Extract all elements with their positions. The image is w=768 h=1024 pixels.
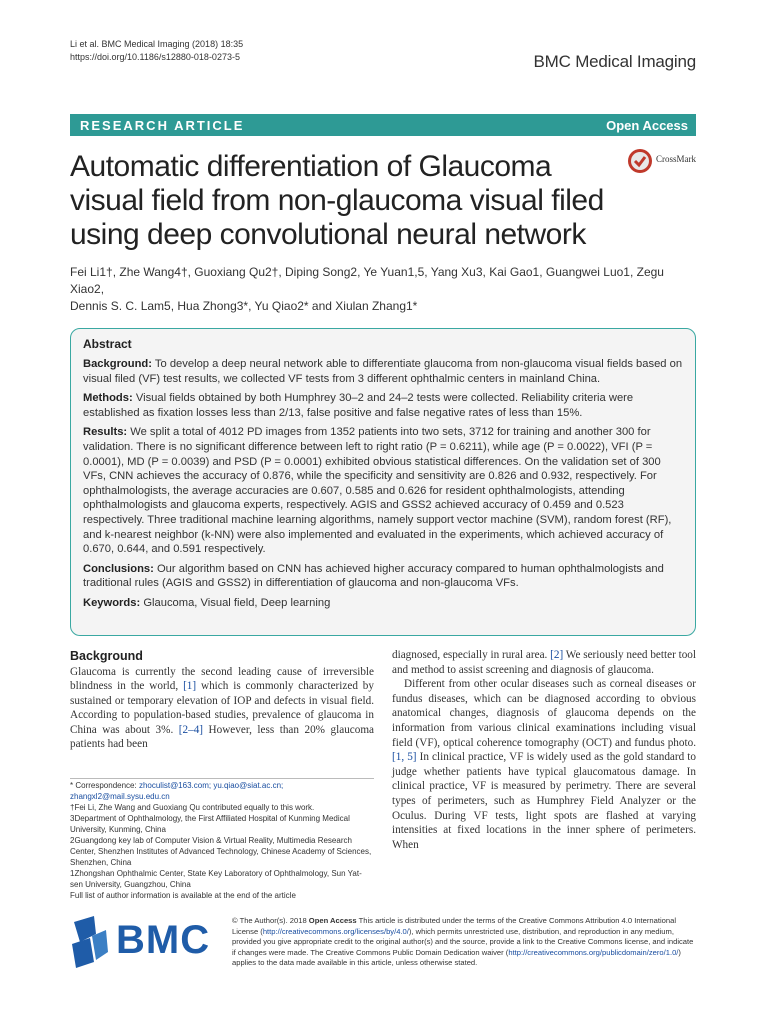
citation-header xyxy=(70,38,243,64)
citation-link[interactable]: [1] xyxy=(183,680,197,693)
affiliation-2: 2Guangdong key lab of Computer Vision & Virtual Reality, Multimedia Research Center, Shenzhen Institutes of Advanced Technology, Chinese Academy of Sciences, Shenzhen, China xyxy=(70,836,372,867)
journal-name: BMC Medical Imaging xyxy=(533,52,696,71)
crossmark-label: CrossMark xyxy=(656,154,696,164)
bmc-logo xyxy=(70,912,220,972)
license-statement: © The Author(s). 2018 Open Access This article is distributed under the terms of the Creative Commons Attribution 4.0 International License (http://creativecommons.org/licenses/by/4.0/), which permits unrestricted use, distribution, and reproduction in any medium, provided you give appropriate credit to the original author(s) and the source, provide a link to the Creative Commons license, and indicate if changes were made. The Creative Commons Public Domain Dedication waiver (http://creativecommons.org/publicdomain/zero/1.0/) applies to the data made available in this article, unless otherwise stated. xyxy=(232,916,694,968)
crossmark-icon xyxy=(627,148,653,174)
body-paragraph: Glaucoma is currently the second leading cause of irreversible blindness in the world, [1] which is commonly characterized by sustained or temporary elevation of IOP and defects in visual field. According to population-based studies, prevalence of glaucoma in China was about 3%. [2–4] However, less than 20% glaucoma patients had been xyxy=(70,665,375,751)
article-title: Automatic differentiation of Glaucoma visual field from non-glaucoma visual filed using deep convolutional neural network xyxy=(70,150,604,251)
authors-line-2: Dennis S. C. Lam5, Hua Zhong3*, Yu Qiao2* and Xiulan Zhang1* xyxy=(70,299,418,313)
affiliation-3: 3Department of Ophthalmology, the First Affiliated Hospital of Kunming Medical University, Kunming, China xyxy=(70,814,350,834)
abstract-heading: Abstract xyxy=(83,337,132,351)
article-type-label: RESEARCH ARTICLE xyxy=(80,118,245,133)
citation-link[interactable]: [2] xyxy=(550,649,564,661)
equal-contribution-note: †Fei Li, Zhe Wang and Guoxiang Qu contributed equally to this work. xyxy=(70,803,315,812)
footnote-divider xyxy=(70,778,374,779)
doi-link[interactable]: https://doi.org/10.1186/s12880-018-0273-5 xyxy=(70,52,240,62)
correspondence: * Correspondence: zhoculist@163.com; yu.qiao@siat.ac.cn; zhangxl2@mail.sysu.edu.cn xyxy=(70,781,284,801)
email-links[interactable]: zhoculist@163.com; yu.qiao@siat.ac.cn; zhangxl2@mail.sysu.edu.cn xyxy=(70,781,284,801)
body-paragraph: diagnosed, especially in rural area. [2] We seriously need better tool and method to assist screening and diagnosis of glaucoma. xyxy=(392,649,696,676)
body-paragraph: Different from other ocular diseases such as corneal diseases or fundus diseases, which can be diagnosed according to obvious anatomical changes, diagnosis of glaucoma depends on the information from various clinical examinations including visual field (VF), optical coherence tomography (OCT) and fundus photo. [1, 5] In clinical practice, VF is widely used as the gold standard to judge whether patients have typical glaucomatous damage. In clinical practice, VF is measured by perimetry. There are several types of perimeters, such as Humphrey Field Analyzer or the Oculus. During VF tests, light spots are flashed at varying intensities at fixed locations in the inner sphere of perimeters. When xyxy=(392,678,697,851)
affiliation-1: 1Zhongshan Ophthalmic Center, State Key Laboratory of Ophthalmology, Sun Yat-sen University, Guangzhou, China xyxy=(70,869,362,889)
body-column-right xyxy=(392,648,696,852)
citation-text: Li et al. BMC Medical Imaging (2018) 18:35 xyxy=(70,39,244,49)
cc-by-link[interactable]: http://creativecommons.org/licenses/by/4.0/ xyxy=(262,926,409,936)
author-list xyxy=(70,264,696,315)
abstract-keywords: Keywords: Glaucoma, Visual field, Deep learning xyxy=(83,596,331,609)
body-column-left xyxy=(70,648,374,752)
footnotes xyxy=(70,780,374,901)
abstract-background: Background: To develop a deep neural network able to differentiate glaucoma from non-glaucoma visual fields based on visual filed (VF) test results, we collected VF tests from 3 different ophthalmic centers in mainland China. xyxy=(83,358,683,385)
authors-line-1: Fei Li1†, Zhe Wang4†, Guoxiang Qu2†, Diping Song2, Ye Yuan1,5, Yang Xu3, Kai Gao1, Guangwei Luo1, Zegu Xiao2, xyxy=(70,265,664,296)
citation-link[interactable]: [1, 5] xyxy=(392,751,417,764)
cc-zero-link[interactable]: http://creativecommons.org/publicdomain/zero/1.0/ xyxy=(508,947,679,957)
full-author-info-note: Full list of author information is available at the end of the article xyxy=(70,891,296,900)
abstract-conclusions: Conclusions: Our algorithm based on CNN has achieved higher accuracy compared to human ophthalmologists and traditional rules (AGIS and GSS2) in differentiation of glaucoma and non-glaucoma VFs. xyxy=(83,562,664,590)
abstract-methods: Methods: Visual fields obtained by both Humphrey 30–2 and 24–2 tests were collected. Reliability criteria were established as fixation losses less than 2/13, false positive and false negative rates of less than 15%. xyxy=(83,392,634,419)
section-heading-background: Background xyxy=(70,649,143,663)
open-access-label: Open Access xyxy=(606,118,688,133)
citation-link[interactable]: [2–4] xyxy=(178,723,204,736)
crossmark-badge[interactable] xyxy=(627,148,697,172)
abstract-box xyxy=(70,328,696,636)
abstract-results: Results: We split a total of 4012 PD images from 1352 patients into two sets, 3712 for training and another 300 for validation. There is no significant difference between left to right ratio (P = 0.6211), while age (P = 0.0022), VFI (P = 0.0001), MD (P = 0.0039) and PSD (P = 0.0001) exhibited obvious statistical differences. On the validation set of 300 VFs, CNN achieves the accuracy of 0.876, while the specificity and sensitivity are 0.826 and 0.932, respectively. For ophthalmologists, the average accuracies are 0.607, 0.585 and 0.626 for resident ophthalmologists, attending ophthalmologists and glaucoma experts, respectively. AGIS and GSS2 achieved accuracy of 0.459 and 0.523 respectively. Three traditional machine learning algorithms, namely support vector machine (SVM), random forest (RF), and k-nearest neighbor (k-NN) were also implemented and evaluated in the experiments, which achieved accuracy of 0.670, 0.644, and 0.591 respectively. xyxy=(83,426,672,556)
bmc-logo-text: BMC xyxy=(116,918,211,962)
